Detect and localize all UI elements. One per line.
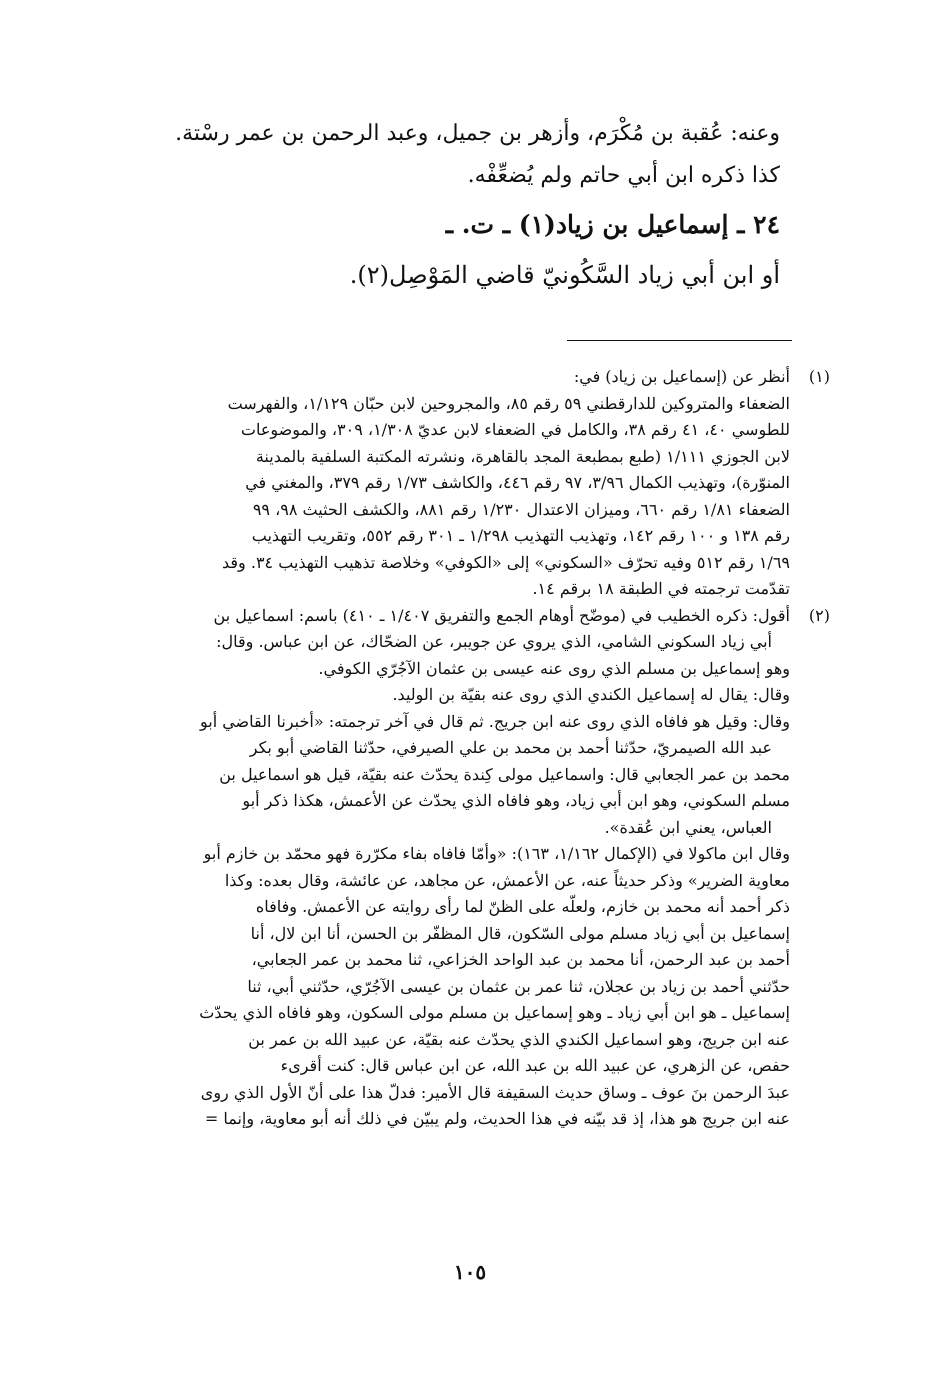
footnote-number: (١) (808, 367, 830, 386)
footnote-line: عبدَ الرحمن بنَ عوف ـ وساق حديث السقيفة قال الأمير: فدلّ هذا على أنّ الأول الذي روى (200, 1082, 790, 1102)
footnote-line: وهو إسماعيل بن مسلم الذي روى عنه عيسى بن عثمان الآجُرّي الكوفي. (318, 658, 790, 678)
main-line-1: وعنه: عُقبة بن مُكْرَم، وأزهر بن جميل، وعبد الرحمن بن عمر رسْتة. (175, 121, 780, 146)
page-number: ١٠٥ (453, 1260, 487, 1284)
footnote-line: العباس، يعني ابن عُقدة». (604, 817, 772, 837)
main-line-3: أو ابن أبي زياد السَّكُونيّ قاضي المَوْصِل(٢). (349, 261, 780, 289)
footnote-line: للطوسي ٤٠، ٤١ رقم ٣٨، والكامل في الضعفاء لابن عديّ ١/٣٠٨، ٣٠٩، والموضوعات (240, 420, 790, 439)
footnote-number: (٢) (808, 605, 830, 625)
footnote-1 (118, 364, 830, 603)
footnote-line: رقم ١٣٨ و ١٠٠ رقم ١٤٢، وتهذيب التهذيب ١/٢٩٨ ـ ٣٠١ رقم ٥٥٢، وتقريب التهذيب (251, 526, 790, 545)
footnote-line: المنوّرة)، وتهذيب الكمال ٣/٩٦، ٩٧ رقم ٤٤٦، والكاشف ١/٧٣ رقم ٣٧٩، والمغني في (245, 473, 790, 492)
footnote-line: الضعفاء ١/٨١ رقم ٦٦٠، وميزان الاعتدال ١/٢٣٠ رقم ٨٨١، والكشف الحثيث ٩٨، ٩٩ (252, 499, 790, 519)
footnote-line: أنظر عن (إسماعيل بن زياد) في: (573, 367, 790, 386)
footnote-line: لابن الجوزي ١/١١١ (طبع بمطبعة المجد بالقاهرة، ونشرته المكتبة السلفية بالمدينة (255, 446, 790, 466)
footnote-separator (567, 340, 792, 341)
footnote-line: ذكر أحمد أنه محمد بن خازم، ولعلّه على الظنّ لما رأى روايته عن الأعمش. وفافاه (255, 897, 790, 916)
footnote-line: حفص، عن الزهري، عن عبيد الله بن عبد الله، عن ابن عباس قال: كنت أقرىء (280, 1056, 790, 1075)
footnote-line: حدّثني أحمد بن زياد بن عجلان، ثنا عمر بن عثمان بن عيسى الآجُرّي، حدّثني أبي، ثنا (247, 976, 790, 996)
footnote-line: إسماعيل بن أبي زياد مسلم مولى السّكون، قال المظفّر بن الحسن، أنا ابن لال، أنا (250, 923, 790, 943)
footnotes (118, 364, 830, 1133)
footnote-line: عنه ابن جريج، وهو اسماعيل الكندي الذي يحدّث عنه بقيّة، عن عبيد الله بن عمر بن (248, 1029, 790, 1049)
footnote-line: تقدّمت ترجمته في الطبقة ١٨ برقم ١٤. (532, 579, 790, 598)
footnote-line: عنه ابن جريج هو هذا، إذ قد بيّنه في هذا الحديث، ولم يبيّن في ذلك أنه أبو معاوية، وإنما = (204, 1109, 790, 1128)
footnote-line: إسماعيل ـ هو ابن أبي زياد ـ وهو إسماعيل بن مسلم مولى السكون، وهو فافاه الذي يحدّث (199, 1003, 790, 1022)
footnote-line: الضعفاء والمتروكين للدارقطني ٥٩ رقم ٨٥، والمجروحين لابن حبّان ١/١٢٩، والفهرست (227, 393, 790, 413)
footnote-line: أبي زياد السكوني الشامي، الذي يروي عن جويبر، عن الضحّاك، عن ابن عباس. وقال: (216, 632, 772, 651)
footnote-line: محمد بن عمر الجعابي قال: واسماعيل مولى كِندة يحدّث عنه بقيّة، قيل هو اسماعيل بن (219, 764, 790, 784)
footnote-line: مسلم السكوني، وهو ابن أبي زياد، وهو فافاه الذي يحدّث عن الأعمش، هكذا ذكر أبو (242, 791, 790, 810)
main-line-2: كذا ذكره ابن أبي حاتم ولم يُضعِّفْه. (467, 163, 780, 188)
footnote-line: وقال ابن ماكولا في (الإكمال ١/١٦٢، ١٦٣): «وأمّا فافاه بفاء مكرّرة فهو محمّد بن خازم أبو (203, 844, 790, 863)
main-text (150, 113, 780, 299)
entry-heading: ٢٤ ـ إسماعيل بن زياد(١) ـ ت. ـ (445, 210, 780, 239)
footnote-line: أحمد بن عبد الرحمن، أنا محمد بن عبد الواحد الخزاعي، ثنا محمد بن عمر الجعابي، (251, 950, 790, 969)
footnote-line: وقال: يقال له إسماعيل الكندي الذي روى عنه بقيّة بن الوليد. (392, 685, 790, 704)
footnote-2 (118, 603, 830, 1133)
footnote-line: عبد الله الصيمريّ، حدّثنا أحمد بن محمد بن علي الصيرفي، حدّثنا القاضي أبو بكر (249, 738, 772, 757)
footnote-line: ١/٦٩ رقم ٥١٢ وفيه تحرّف «السكوني» إلى «الكوفي» وخلاصة تذهيب التهذيب ٣٤. وقد (222, 552, 790, 572)
footnote-line: معاوية الضرير» وذكر حديثاً عنه، عن الأعمش، عن مجاهد، عن عائشة، وقال بعده: وكذا (224, 870, 790, 890)
footnote-line: وقال: وقيل هو فافاه الذي روى عنه ابن جريج. ثم قال في آخر ترجمته: «أخبرنا القاضي أبو (199, 711, 790, 731)
footnote-line: أقول: ذكره الخطيب في (موضّح أوهام الجمع والتفريق ١/٤٠٧ ـ ٤١٠) باسم: اسماعيل بن (213, 605, 790, 625)
